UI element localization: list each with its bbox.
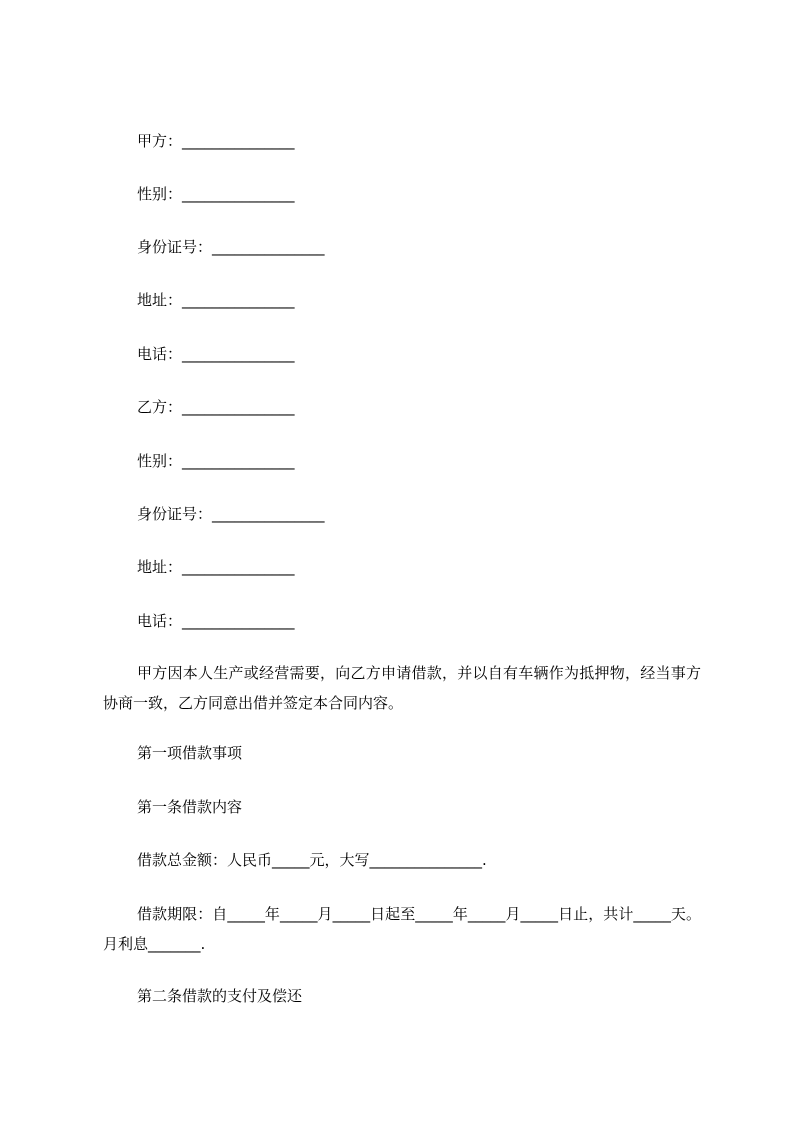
party-b-gender: 性别：_______________	[137, 452, 295, 470]
loan-amount-line: 借款总金额：人民币_____元，大写_______________.	[137, 851, 487, 869]
article-1-title: 第一条借款内容	[137, 798, 243, 816]
party-b-phone: 电话：_______________	[137, 612, 295, 630]
party-a-name: 甲方：_______________	[137, 132, 295, 150]
section-1-title: 第一项借款事项	[137, 744, 243, 762]
loan-period-paragraph: 借款期限：自_____年_____月_____日起至_____年_____月_____日止，共计_____天。月利息_______.	[103, 905, 701, 953]
party-a-id-number: 身份证号：_______________	[137, 238, 325, 256]
intro-paragraph: 甲方因本人生产或经营需要，向乙方申请借款，并以自有车辆作为抵押物，经当事方协商一致，乙方同意出借并签定本合同内容。	[103, 664, 701, 712]
article-2-title: 第二条借款的支付及偿还	[137, 987, 303, 1005]
party-a-gender: 性别：_______________	[137, 185, 295, 203]
party-b-name: 乙方：_______________	[137, 398, 295, 416]
party-b-id-number: 身份证号：_______________	[137, 505, 325, 523]
party-a-phone: 电话：_______________	[137, 345, 295, 363]
party-a-address: 地址：_______________	[137, 291, 295, 309]
party-b-address: 地址：_______________	[137, 558, 295, 576]
